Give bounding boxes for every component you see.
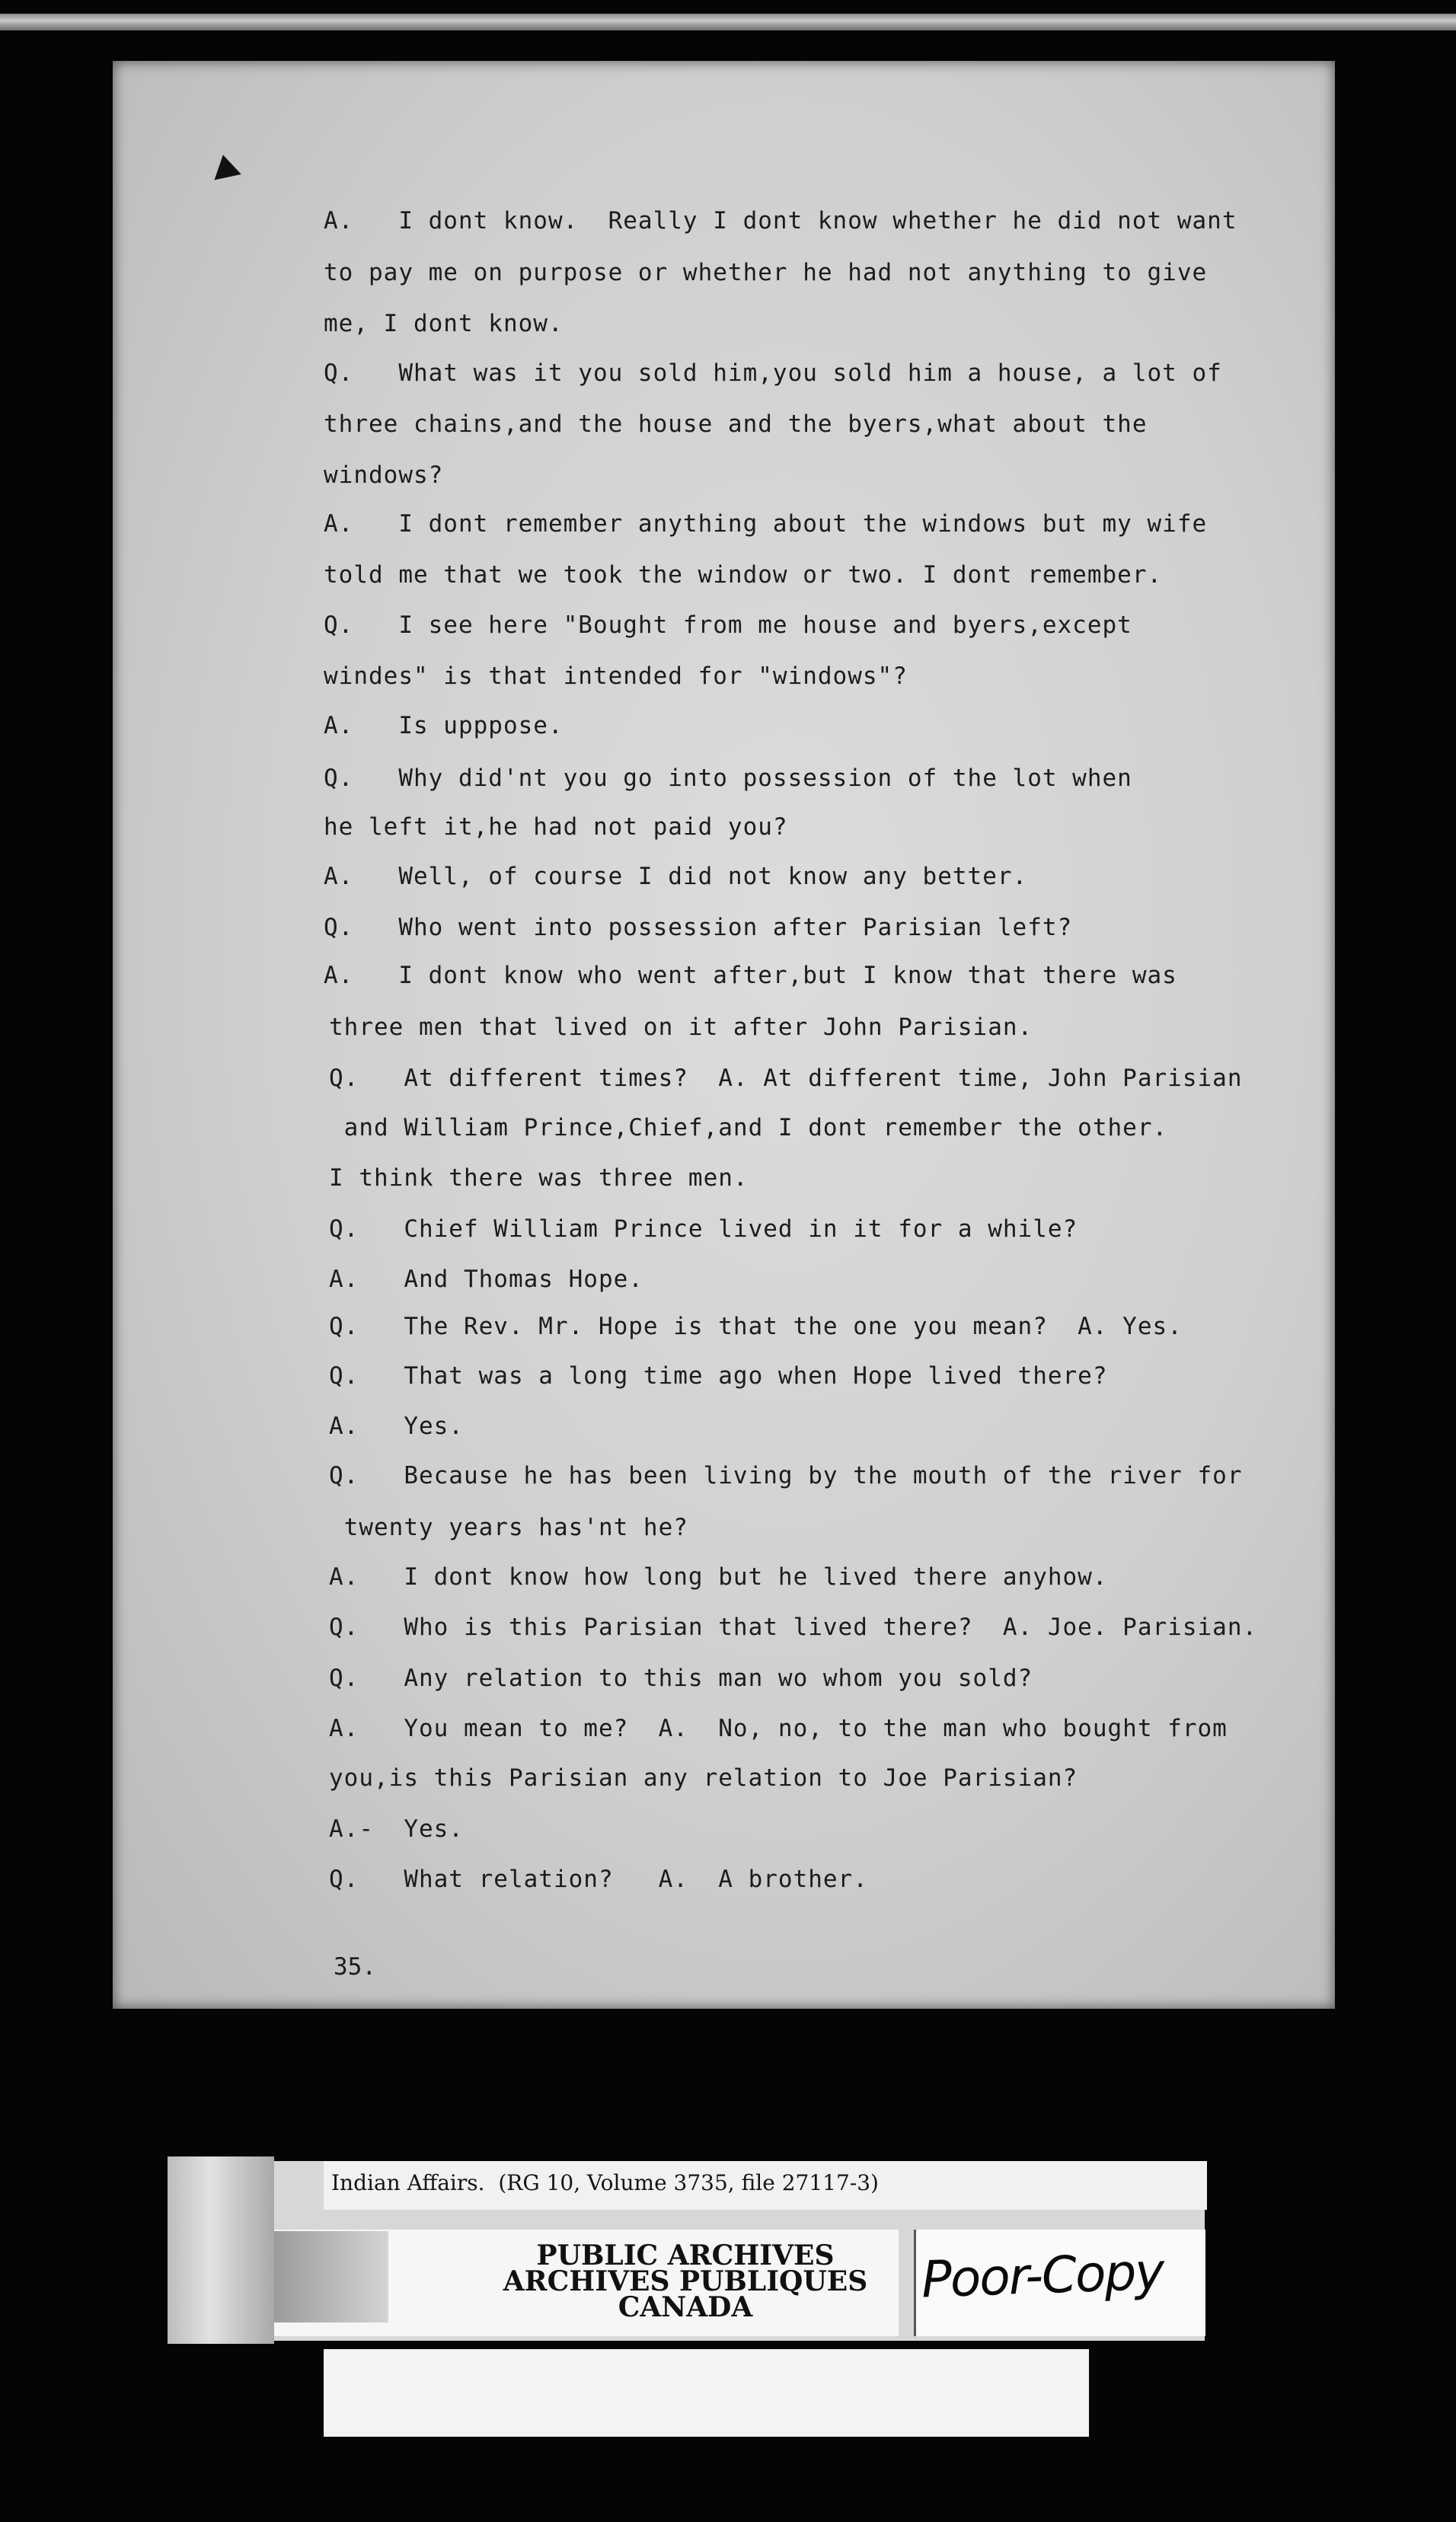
stamp-line-2: ARCHIVES PUBLIQUES bbox=[503, 2265, 868, 2297]
transcript-line: Q. That was a long time ago when Hope lived there? bbox=[329, 1362, 1108, 1390]
transcript-line: you,is this Parisian any relation to Joe Parisian? bbox=[329, 1764, 1078, 1792]
transcript-line: A.- Yes. bbox=[329, 1815, 464, 1843]
stamp-line-3: CANADA bbox=[618, 2291, 753, 2323]
transcript-line: and William Prince,Chief,and I dont remember the other. bbox=[329, 1114, 1168, 1141]
transcript-line: three men that lived on it after John Parisian. bbox=[329, 1014, 1033, 1041]
transcript-line: he left it,he had not paid you? bbox=[324, 813, 788, 841]
transcript-line: A. I dont know how long but he lived there anyhow. bbox=[329, 1563, 1108, 1591]
transcript-line: to pay me on purpose or whether he had not anything to give bbox=[324, 259, 1208, 286]
transcript-line: Q. Because he has been living by the mouth of the river for bbox=[329, 1462, 1243, 1489]
transcript-line: A. Yes. bbox=[329, 1413, 464, 1440]
film-edge-strip bbox=[0, 14, 1456, 30]
transcript-line: Q. I see here "Bought from me house and byers,except bbox=[324, 611, 1132, 639]
transcript-line: windows? bbox=[324, 461, 444, 489]
transcript-line: windes" is that intended for "windows"? bbox=[324, 662, 908, 690]
transcript-line: A. I dont remember anything about the windows but my wife bbox=[324, 510, 1208, 538]
archive-reference: Indian Affairs. (RG 10, Volume 3735, file 27117-3) bbox=[331, 2170, 879, 2195]
transcript-line: Q. The Rev. Mr. Hope is that the one you mean? A. Yes. bbox=[329, 1313, 1183, 1340]
transcript-line: I think there was three men. bbox=[329, 1164, 749, 1192]
transcript-line: Q. Who went into possession after Parisian left? bbox=[324, 914, 1073, 941]
stamp-shadow bbox=[274, 2231, 388, 2322]
archives-stamp bbox=[495, 2239, 876, 2323]
transcript-line: A. I dont know. Really I dont know whether he did not want bbox=[324, 207, 1237, 235]
transcript-line: A. Well, of course I did not know any better. bbox=[324, 863, 1028, 890]
transcript-line: twenty years has'nt he? bbox=[329, 1514, 688, 1541]
page-number: 35. bbox=[334, 1953, 376, 1981]
transcript-line: Q. At different times? A. At different time, John Parisian bbox=[329, 1065, 1243, 1092]
transcript-line: Q. Any relation to this man wo whom you sold? bbox=[329, 1665, 1033, 1692]
stamp-line-1: PUBLIC ARCHIVES bbox=[536, 2239, 835, 2271]
transcript-line: three chains,and the house and the byers,what about the bbox=[324, 410, 1148, 438]
transcript-line: told me that we took the window or two. I dont remember. bbox=[324, 561, 1163, 589]
transcript-line: A. And Thomas Hope. bbox=[329, 1266, 643, 1293]
transcript-line: Q. Why did'nt you go into possession of the lot when bbox=[324, 765, 1132, 792]
transcript-line: A. Is upppose. bbox=[324, 712, 564, 739]
archive-label-blank bbox=[324, 2349, 1089, 2437]
transcript-line: A. I dont know who went after,but I know that there was bbox=[324, 962, 1177, 989]
transcript-line: Q. Chief William Prince lived in it for a while? bbox=[329, 1215, 1078, 1243]
transcript-line: Q. What was it you sold him,you sold him a house, a lot of bbox=[324, 359, 1222, 387]
transcript-line: Q. Who is this Parisian that lived there? A. Joe. Parisian. bbox=[329, 1614, 1258, 1641]
transcript-line: A. You mean to me? A. No, no, to the man who bought from bbox=[329, 1715, 1228, 1742]
transcript-line: Q. What relation? A. A brother. bbox=[329, 1866, 868, 1893]
archive-label-tab bbox=[168, 2156, 274, 2344]
transcript-line: me, I dont know. bbox=[324, 310, 564, 337]
handwritten-note: Poor-Copy bbox=[920, 2242, 1164, 2310]
